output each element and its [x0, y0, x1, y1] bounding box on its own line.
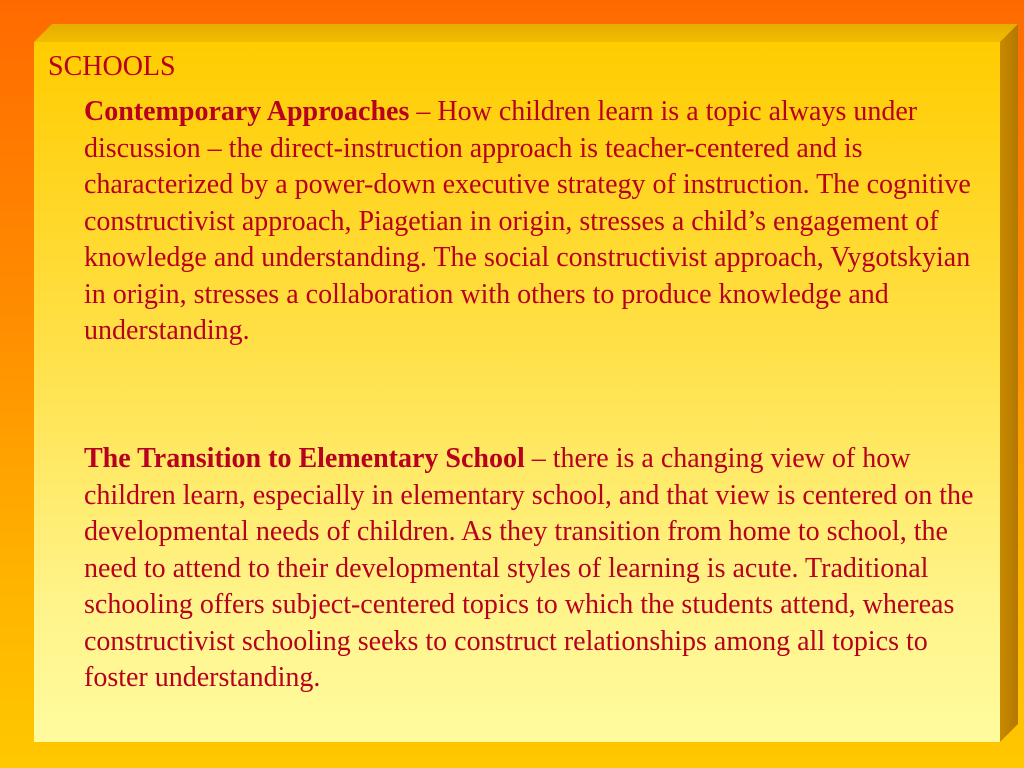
panel-bevel-right: [1000, 24, 1018, 742]
section-contemporary-approaches: [84, 94, 994, 350]
slide-title: SCHOOLS: [48, 51, 176, 82]
section-heading: Contemporary Approaches: [84, 96, 410, 127]
section-body: – How children learn is a topic always under discussion – the direct-instruction approach is teacher-centered and is characterized by a power-down executive strategy of instruction. The cognitive constructivist approach, Piagetian in origin, stresses a child’s engagement of knowledge and understanding. The social constructivist approach, Vygotskyian in origin, stresses a collaboration with others to produce knowledge and understanding.: [84, 96, 971, 346]
section-body: – there is a changing view of how children learn, especially in elementary school, and that view is centered on the developmental needs of children. As they transition from home to school, the need to attend to their developmental styles of learning is acute. Traditional schooling offers subject-centered topics to which the students attend, whereas constructivist schooling seeks to construct relationships among all topics to foster understanding.: [84, 443, 974, 693]
section-transition-elementary: [84, 441, 994, 697]
panel-bevel-top: [34, 24, 1018, 42]
section-heading: The Transition to Elementary School: [84, 443, 525, 474]
